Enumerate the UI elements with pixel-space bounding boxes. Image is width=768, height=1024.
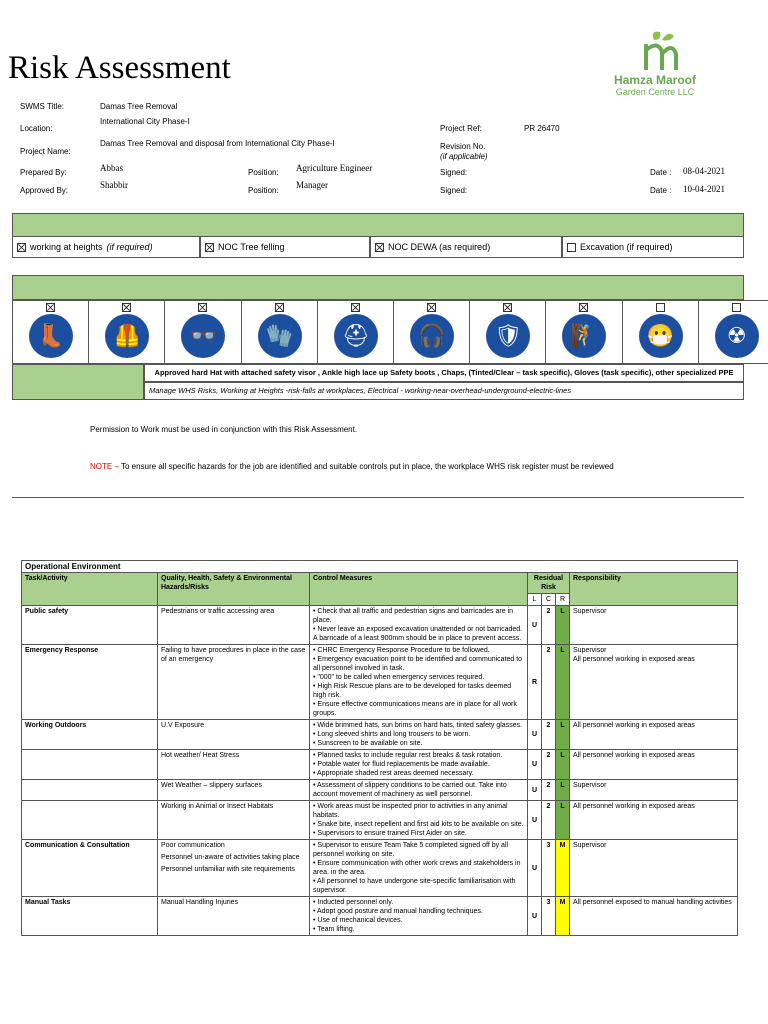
responsibility-line: All personnel working in exposed areas <box>573 722 695 729</box>
safety-glasses-icon: 👓 <box>181 314 225 358</box>
ppe-cell[interactable] <box>698 300 768 364</box>
risk-rating-cell: L <box>556 780 570 801</box>
divider <box>12 497 744 498</box>
table-row <box>22 750 738 780</box>
likelihood-cell: U <box>528 720 542 750</box>
responsibility-cell <box>570 780 738 801</box>
risk-rating-cell: M <box>556 897 570 936</box>
swms-label: SWMS Title: <box>20 102 65 111</box>
swms-value: Damas Tree Removal <box>100 102 178 111</box>
hazard-cell <box>158 801 310 840</box>
hazard-cell <box>158 750 310 780</box>
col-header-l: L <box>528 594 542 606</box>
hazard-line: Working in Animal or Insect Habitats <box>161 803 274 810</box>
note-body: To ensure all specific hazards for the job are identified and suitable controls put in place, the workplace WHS risk register must be reviewed <box>118 462 614 471</box>
position-value-1: Agriculture Engineer <box>296 163 373 173</box>
control-item: • Work areas must be inspected prior to activities in any animal habitats. <box>313 803 508 819</box>
section-title: Operational Environment <box>22 561 738 573</box>
hazard-line: Hot weather/ Heat Stress <box>161 752 240 759</box>
face-shield-icon: 🛡 <box>486 314 530 358</box>
checkbox-checked-icon[interactable] <box>198 303 207 312</box>
ppe-cell[interactable] <box>393 300 470 364</box>
harness-icon: 🧗 <box>562 314 606 358</box>
ppe-cell[interactable] <box>241 300 318 364</box>
hazard-cell <box>158 780 310 801</box>
hard-hat-icon: ⛑ <box>334 314 378 358</box>
checkbox-checked-icon[interactable] <box>205 243 214 252</box>
table-row <box>22 897 738 936</box>
position-label-1: Position: <box>248 168 279 177</box>
control-cell <box>310 720 528 750</box>
table-row <box>22 840 738 897</box>
responsibility-line: Supervisor <box>573 608 607 615</box>
control-cell <box>310 606 528 645</box>
approved-by-label: Approved By: <box>20 186 69 195</box>
responsibility-cell <box>570 750 738 780</box>
logo-name: Hamza Maroof <box>613 73 696 87</box>
project-ref-label: Project Ref: <box>440 124 482 133</box>
risk-rating-cell: L <box>556 750 570 780</box>
consequence-cell: 2 <box>542 780 556 801</box>
control-item: • High Risk Rescue plans are to be developed for tasks deemed high risk. <box>313 683 512 699</box>
checkbox-unchecked-icon[interactable] <box>567 243 576 252</box>
hazard-line: Pedestrians or traffic accessing area <box>161 608 275 615</box>
control-item: • Appropriate shaded rest areas deemed necessary. <box>313 770 474 777</box>
permit-label: NOC DEWA (as required) <box>388 242 491 252</box>
ppe-requirements-text: Approved hard Hat with attached safety visor , Ankle high lace up Safety boots , Chaps, (Tinted/Clear – task specific), Gloves (task specific), other specialized PPE <box>144 364 744 382</box>
ear-muffs-icon: 🎧 <box>410 314 454 358</box>
hazard-cell <box>158 897 310 936</box>
risk-table <box>21 560 738 936</box>
consequence-cell: 3 <box>542 840 556 897</box>
control-item: • All personnel to have undergone site-specific familiarisation with supervisor. <box>313 878 516 894</box>
ppe-cell[interactable] <box>164 300 241 364</box>
likelihood-cell: U <box>528 897 542 936</box>
likelihood-cell: U <box>528 750 542 780</box>
control-item: • CHRC Emergency Response Procedure to be followed. <box>313 647 490 654</box>
control-item: • Emergency evacuation point to be identified and communicated to all personnel involved in task. <box>313 656 523 672</box>
control-item: • Potable water for fluid replacements be made available. <box>313 761 490 768</box>
hazard-line: U.V Exposure <box>161 722 205 729</box>
hazard-line: Personnel unfamiliar with site requirements <box>161 866 295 873</box>
project-name-label: Project Name: <box>20 147 71 156</box>
col-header-c: C <box>542 594 556 606</box>
hazard-cell <box>158 645 310 720</box>
consequence-cell: 2 <box>542 750 556 780</box>
ppe-references-text: Manage WHS Risks, Working at Heights -risk-falls at workplaces, Electrical - working-near-overhead-underground-electric-lines <box>144 382 744 400</box>
logo-subtitle: Garden Centre LLC <box>615 87 695 97</box>
consequence-cell: 3 <box>542 897 556 936</box>
note-label: NOTE – <box>90 462 119 471</box>
location-label: Location: <box>20 124 53 133</box>
likelihood-cell: U <box>528 840 542 897</box>
permit-working-at-heights[interactable] <box>12 236 200 258</box>
table-row <box>22 780 738 801</box>
ppe-header-bar <box>12 275 744 300</box>
responsibility-cell <box>570 645 738 720</box>
task-cell: Working Outdoors <box>22 720 158 750</box>
ppe-cell[interactable] <box>88 300 165 364</box>
checkbox-checked-icon[interactable] <box>275 303 284 312</box>
control-item: • Inducted personnel only. <box>313 899 394 906</box>
task-cell: Emergency Response <box>22 645 158 720</box>
safety-boots-icon: 👢 <box>29 314 73 358</box>
consequence-cell: 2 <box>542 645 556 720</box>
permit-label: Excavation (if required) <box>580 242 673 252</box>
revision-sublabel: (if applicable) <box>440 152 488 161</box>
likelihood-cell: R <box>528 645 542 720</box>
checkbox-checked-icon[interactable] <box>46 303 55 312</box>
col-header-hazard: Quality, Health, Safety & Environmental Hazards/Risks <box>158 573 310 606</box>
control-item: • Adopt good posture and manual handling techniques. <box>313 908 483 915</box>
checkbox-checked-icon[interactable] <box>579 303 588 312</box>
task-cell: Communication & Consultation <box>22 840 158 897</box>
consequence-cell: 2 <box>542 801 556 840</box>
responsibility-cell <box>570 720 738 750</box>
approved-by-value: Shabbir <box>100 180 128 190</box>
dust-mask-icon: 😷 <box>639 314 683 358</box>
risk-rating-cell: M <box>556 840 570 897</box>
hazard-cell <box>158 720 310 750</box>
control-cell <box>310 897 528 936</box>
hi-vis-vest-icon: 🦺 <box>105 314 149 358</box>
checkbox-checked-icon[interactable] <box>17 243 26 252</box>
checkbox-checked-icon[interactable] <box>427 303 436 312</box>
col-header-responsibility: Responsibility <box>570 573 738 606</box>
risk-rating-cell: L <box>556 801 570 840</box>
permits-header-bar <box>12 213 744 237</box>
checkbox-unchecked-icon[interactable] <box>656 303 665 312</box>
task-cell <box>22 750 158 780</box>
page-title: Risk Assessment <box>8 50 231 86</box>
control-item: • Ensure communication with other work crews and stakeholders in area. in the area. <box>313 860 521 876</box>
control-item: • Team lifting. <box>313 926 355 933</box>
date-label-2: Date : <box>650 186 672 195</box>
task-cell <box>22 801 158 840</box>
position-value-2: Manager <box>296 180 328 190</box>
date-value-1: 08-04-2021 <box>683 166 725 176</box>
company-logo <box>600 30 710 102</box>
date-value-2: 10-04-2021 <box>683 184 725 194</box>
signed-label-1: Signed: <box>440 168 468 177</box>
responsibility-line: Supervisor <box>573 842 607 849</box>
control-item: • Supervisors to ensure trained First Aider on site. <box>313 830 467 837</box>
control-item: • Supervisor to ensure Team Take 5 completed signed off by all personnel working on site. <box>313 842 509 858</box>
col-header-task: Task/Activity <box>22 573 158 606</box>
checkbox-checked-icon[interactable] <box>503 303 512 312</box>
control-cell <box>310 750 528 780</box>
table-row <box>22 606 738 645</box>
responsibility-cell <box>570 606 738 645</box>
prepared-by-label: Prepared By: <box>20 168 67 177</box>
control-cell <box>310 840 528 897</box>
risk-rating-cell: L <box>556 606 570 645</box>
control-item: • "000" to be called when emergency services required. <box>313 674 485 681</box>
permit-noc-tree-felling[interactable] <box>200 236 370 258</box>
checkbox-checked-icon[interactable] <box>122 303 131 312</box>
project-name-value: Damas Tree Removal and disposal from International City Phase-I <box>100 139 335 148</box>
gloves-icon: 🧤 <box>258 314 302 358</box>
table-row <box>22 645 738 720</box>
revision-label: Revision No. <box>440 142 486 151</box>
position-label-2: Position: <box>248 186 279 195</box>
control-item: • Planned tasks to include regular rest breaks & task rotation. <box>313 752 503 759</box>
checkbox-unchecked-icon[interactable] <box>732 303 741 312</box>
project-ref-value: PR 26470 <box>524 124 560 133</box>
table-row <box>22 801 738 840</box>
responsibility-line: Supervisor <box>573 647 607 654</box>
ppe-cell[interactable] <box>12 300 89 364</box>
ppe-cell[interactable] <box>469 300 546 364</box>
ppe-cell[interactable] <box>545 300 622 364</box>
permission-text: Permission to Work must be used in conjunction with this Risk Assessment. <box>90 425 358 434</box>
responsibility-line: All personnel exposed to manual handling activities <box>573 899 732 906</box>
responsibility-line: Supervisor <box>573 782 607 789</box>
likelihood-cell: U <box>528 780 542 801</box>
task-cell: Manual Tasks <box>22 897 158 936</box>
likelihood-cell: U <box>528 606 542 645</box>
hazard-line: Manual Handling Injuries <box>161 899 239 906</box>
checkbox-checked-icon[interactable] <box>375 243 384 252</box>
ppe-cell[interactable] <box>622 300 699 364</box>
responsibility-line: All personnel working in exposed areas <box>573 803 695 810</box>
hazard-line: Personnel un-aware of activities taking place <box>161 854 300 861</box>
hazard-line: Poor communication <box>161 842 225 849</box>
control-item: • Long sleeved shirts and long trousers to be worn. <box>313 731 471 738</box>
col-header-residual: Residual Risk <box>528 573 570 594</box>
responsibility-cell <box>570 801 738 840</box>
note-text <box>90 462 614 471</box>
consequence-cell: 2 <box>542 606 556 645</box>
control-item: • Use of mechanical devices. <box>313 917 403 924</box>
risk-rating-cell: L <box>556 720 570 750</box>
col-header-control: Control Measures <box>310 573 528 606</box>
permit-label: NOC Tree felling <box>218 242 285 252</box>
likelihood-cell: U <box>528 801 542 840</box>
consequence-cell: 2 <box>542 720 556 750</box>
permit-excavation[interactable] <box>562 236 744 258</box>
control-cell <box>310 780 528 801</box>
signed-label-2: Signed: <box>440 186 468 195</box>
control-item: • Sunscreen to be available on site. <box>313 740 423 747</box>
control-cell <box>310 801 528 840</box>
permit-noc-dewa[interactable] <box>370 236 562 258</box>
logo-mark-icon <box>628 30 688 72</box>
table-row <box>22 720 738 750</box>
date-label-1: Date : <box>650 168 672 177</box>
task-cell <box>22 780 158 801</box>
control-item: • Never leave an exposed excavation unattended or not barricaded. A barricade of a least 900mm should be in place to prevent access. <box>313 626 523 642</box>
responsibility-line: All personnel working in exposed areas <box>573 752 695 759</box>
control-item: • Assessment of slippery conditions to be carried out. Take into account movement of machinery as well personnel. <box>313 782 507 798</box>
hazard-cell <box>158 606 310 645</box>
location-value: International City Phase-I <box>100 117 190 126</box>
control-item: • Check that all traffic and pedestrian signs and barricades are in place. <box>313 608 513 624</box>
permit-label: working at heights <box>30 242 103 252</box>
col-header-r: R <box>556 594 570 606</box>
responsibility-cell <box>570 897 738 936</box>
hazard-cell <box>158 840 310 897</box>
control-item: • Ensure effective communications means are in place for all work groups. <box>313 701 517 717</box>
respirator-icon: ☢ <box>715 314 759 358</box>
hazard-line: Failing to have procedures in place in the case of an emergency <box>161 647 306 663</box>
responsibility-line: All personnel working in exposed areas <box>573 656 695 663</box>
control-cell <box>310 645 528 720</box>
task-cell: Public safety <box>22 606 158 645</box>
control-item: • Wide brimmed hats, sun brims on hard hats, tinted safety glasses. <box>313 722 523 729</box>
hazard-line: Wet Weather – slippery surfaces <box>161 782 262 789</box>
checkbox-checked-icon[interactable] <box>351 303 360 312</box>
prepared-by-value: Abbas <box>100 163 123 173</box>
risk-rating-cell: L <box>556 645 570 720</box>
control-item: • Snake bite, insect repellent and first aid kits to be available on site. <box>313 821 524 828</box>
ppe-cell[interactable] <box>317 300 394 364</box>
responsibility-cell <box>570 840 738 897</box>
permit-note: (if required) <box>106 242 153 252</box>
ppe-green-cell <box>12 364 144 400</box>
